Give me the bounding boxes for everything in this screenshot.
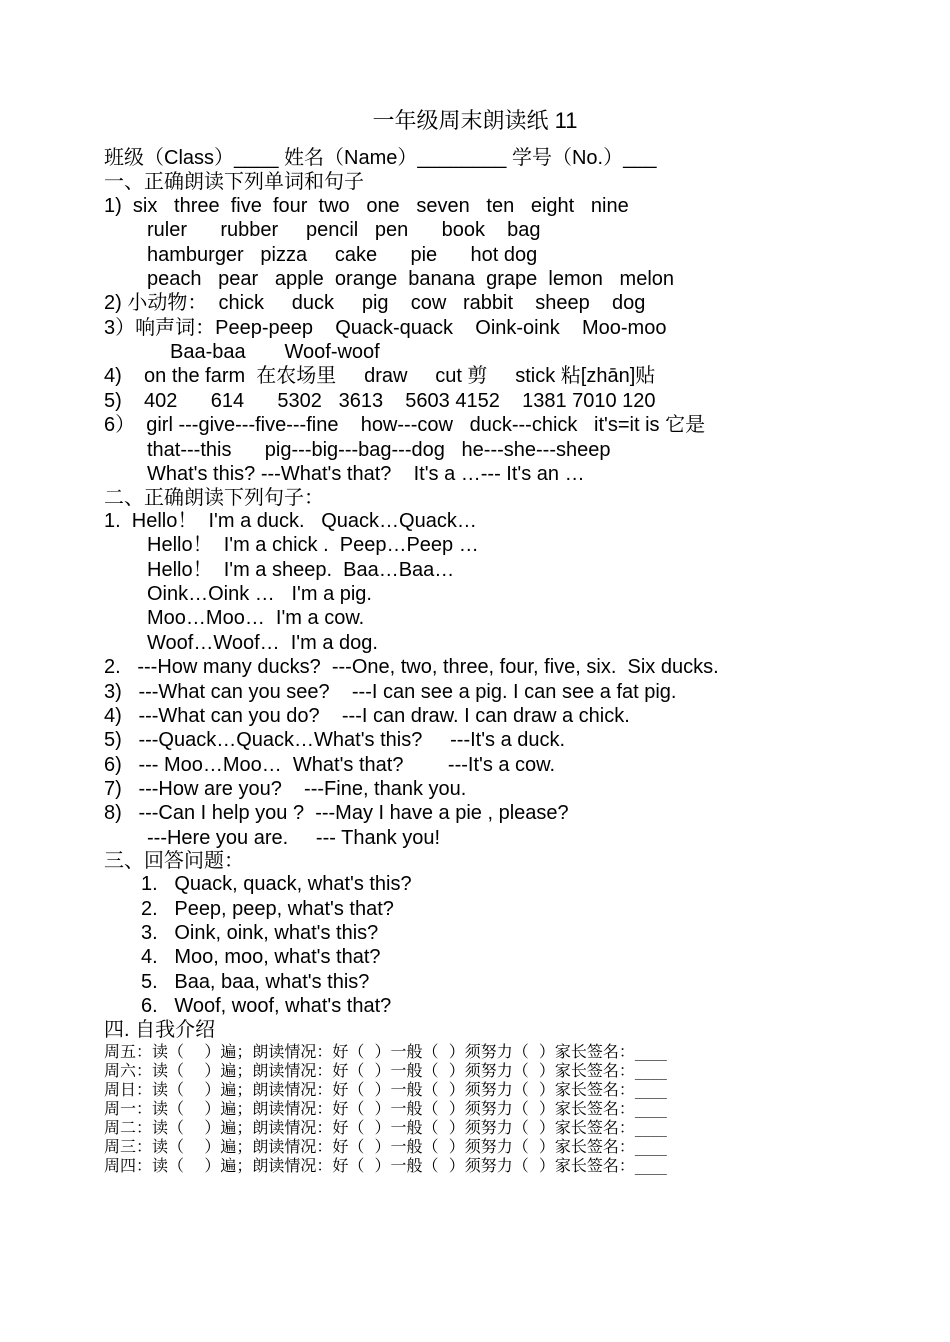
reading-record-row: 周一：读（ ）遍；朗读情况：好（ ）一般（ ）须努力（ ）家长签名：____	[104, 1099, 667, 1118]
word-line: 2) 小动物： chick duck pig cow rabbit sheep dog	[104, 292, 646, 314]
sentence-line: 6) --- Moo…Moo… What's that? ---It's a cow.	[104, 754, 556, 776]
word-line: hamburger pizza cake pie hot dog	[147, 244, 538, 266]
sentence-line: Hello！ I'm a chick . Peep…Peep …	[147, 534, 479, 556]
sentence-line: 2. ---How many ducks? ---One, two, three, four, five, six. Six ducks.	[104, 656, 719, 678]
sentence-line: Oink…Oink … I'm a pig.	[147, 583, 372, 605]
section-3-heading: 三、回答问题：	[104, 850, 244, 872]
word-line: What's this? ---What's that? It's a …--- It's an …	[147, 463, 585, 485]
question-line: 5. Baa, baa, what's this?	[141, 971, 370, 993]
reading-record-row: 周日：读（ ）遍；朗读情况：好（ ）一般（ ）须努力（ ）家长签名：____	[104, 1080, 667, 1099]
reading-record-row: 周二：读（ ）遍；朗读情况：好（ ）一般（ ）须努力（ ）家长签名：____	[104, 1118, 667, 1137]
question-line: 4. Moo, moo, what's that?	[141, 946, 381, 968]
word-line: ruler rubber pencil pen book bag	[147, 219, 541, 241]
question-line: 1. Quack, quack, what's this?	[141, 873, 412, 895]
word-line: 1) six three five four two one seven ten eight nine	[104, 195, 629, 217]
word-line: 6） girl ---give---five---fine how---cow duck---chick it's=it is 它是	[104, 414, 706, 436]
section-2-heading: 二、正确朗读下列句子：	[104, 487, 324, 509]
sentence-line: ---Here you are. --- Thank you!	[147, 827, 441, 849]
section-1-heading: 一、正确朗读下列单词和句子	[104, 171, 364, 193]
word-line: that---this pig---big---bag---dog he---she---sheep	[147, 439, 611, 461]
sentence-line: Woof…Woof… I'm a dog.	[147, 632, 378, 654]
reading-record-row: 周六：读（ ）遍；朗读情况：好（ ）一般（ ）须努力（ ）家长签名：____	[104, 1061, 667, 1080]
student-info-line: 班级（Class）____ 姓名（Name）________ 学号（No.）___	[104, 147, 657, 169]
reading-record-row: 周三：读（ ）遍；朗读情况：好（ ）一般（ ）须努力（ ）家长签名：____	[104, 1137, 667, 1156]
sentence-line: Hello！ I'm a sheep. Baa…Baa…	[147, 559, 455, 581]
page-title: 一年级周末朗读纸 11	[372, 108, 578, 133]
word-line: 3）响声词：Peep-peep Quack-quack Oink-oink Moo-moo	[104, 317, 667, 339]
word-line: peach pear apple orange banana grape lemon melon	[147, 268, 675, 290]
reading-record-row: 周五：读（ ）遍；朗读情况：好（ ）一般（ ）须努力（ ）家长签名：____	[104, 1042, 667, 1061]
sentence-line: 3) ---What can you see? ---I can see a pig. I can see a fat pig.	[104, 681, 677, 703]
sentence-line: Moo…Moo… I'm a cow.	[147, 607, 365, 629]
sentence-line: 8) ---Can I help you ? ---May I have a pie , please?	[104, 802, 569, 824]
question-line: 3. Oink, oink, what's this?	[141, 922, 379, 944]
word-line: 4) on the farm 在农场里 draw cut 剪 stick 粘[zhān]贴	[104, 365, 656, 387]
word-line: 5) 402 614 5302 3613 5603 4152 1381 7010 120	[104, 390, 656, 412]
word-line: Baa-baa Woof-woof	[170, 341, 380, 363]
sentence-line: 5) ---Quack…Quack…What's this? ---It's a duck.	[104, 729, 566, 751]
sentence-line: 7) ---How are you? ---Fine, thank you.	[104, 778, 467, 800]
sentence-line: 4) ---What can you do? ---I can draw. I can draw a chick.	[104, 705, 630, 727]
reading-record-row: 周四：读（ ）遍；朗读情况：好（ ）一般（ ）须努力（ ）家长签名：____	[104, 1156, 667, 1175]
sentence-line: 1. Hello！ I'm a duck. Quack…Quack…	[104, 510, 477, 532]
question-line: 6. Woof, woof, what's that?	[141, 995, 392, 1017]
section-4-heading: 四. 自我介绍	[104, 1019, 216, 1041]
question-line: 2. Peep, peep, what's that?	[141, 898, 394, 920]
